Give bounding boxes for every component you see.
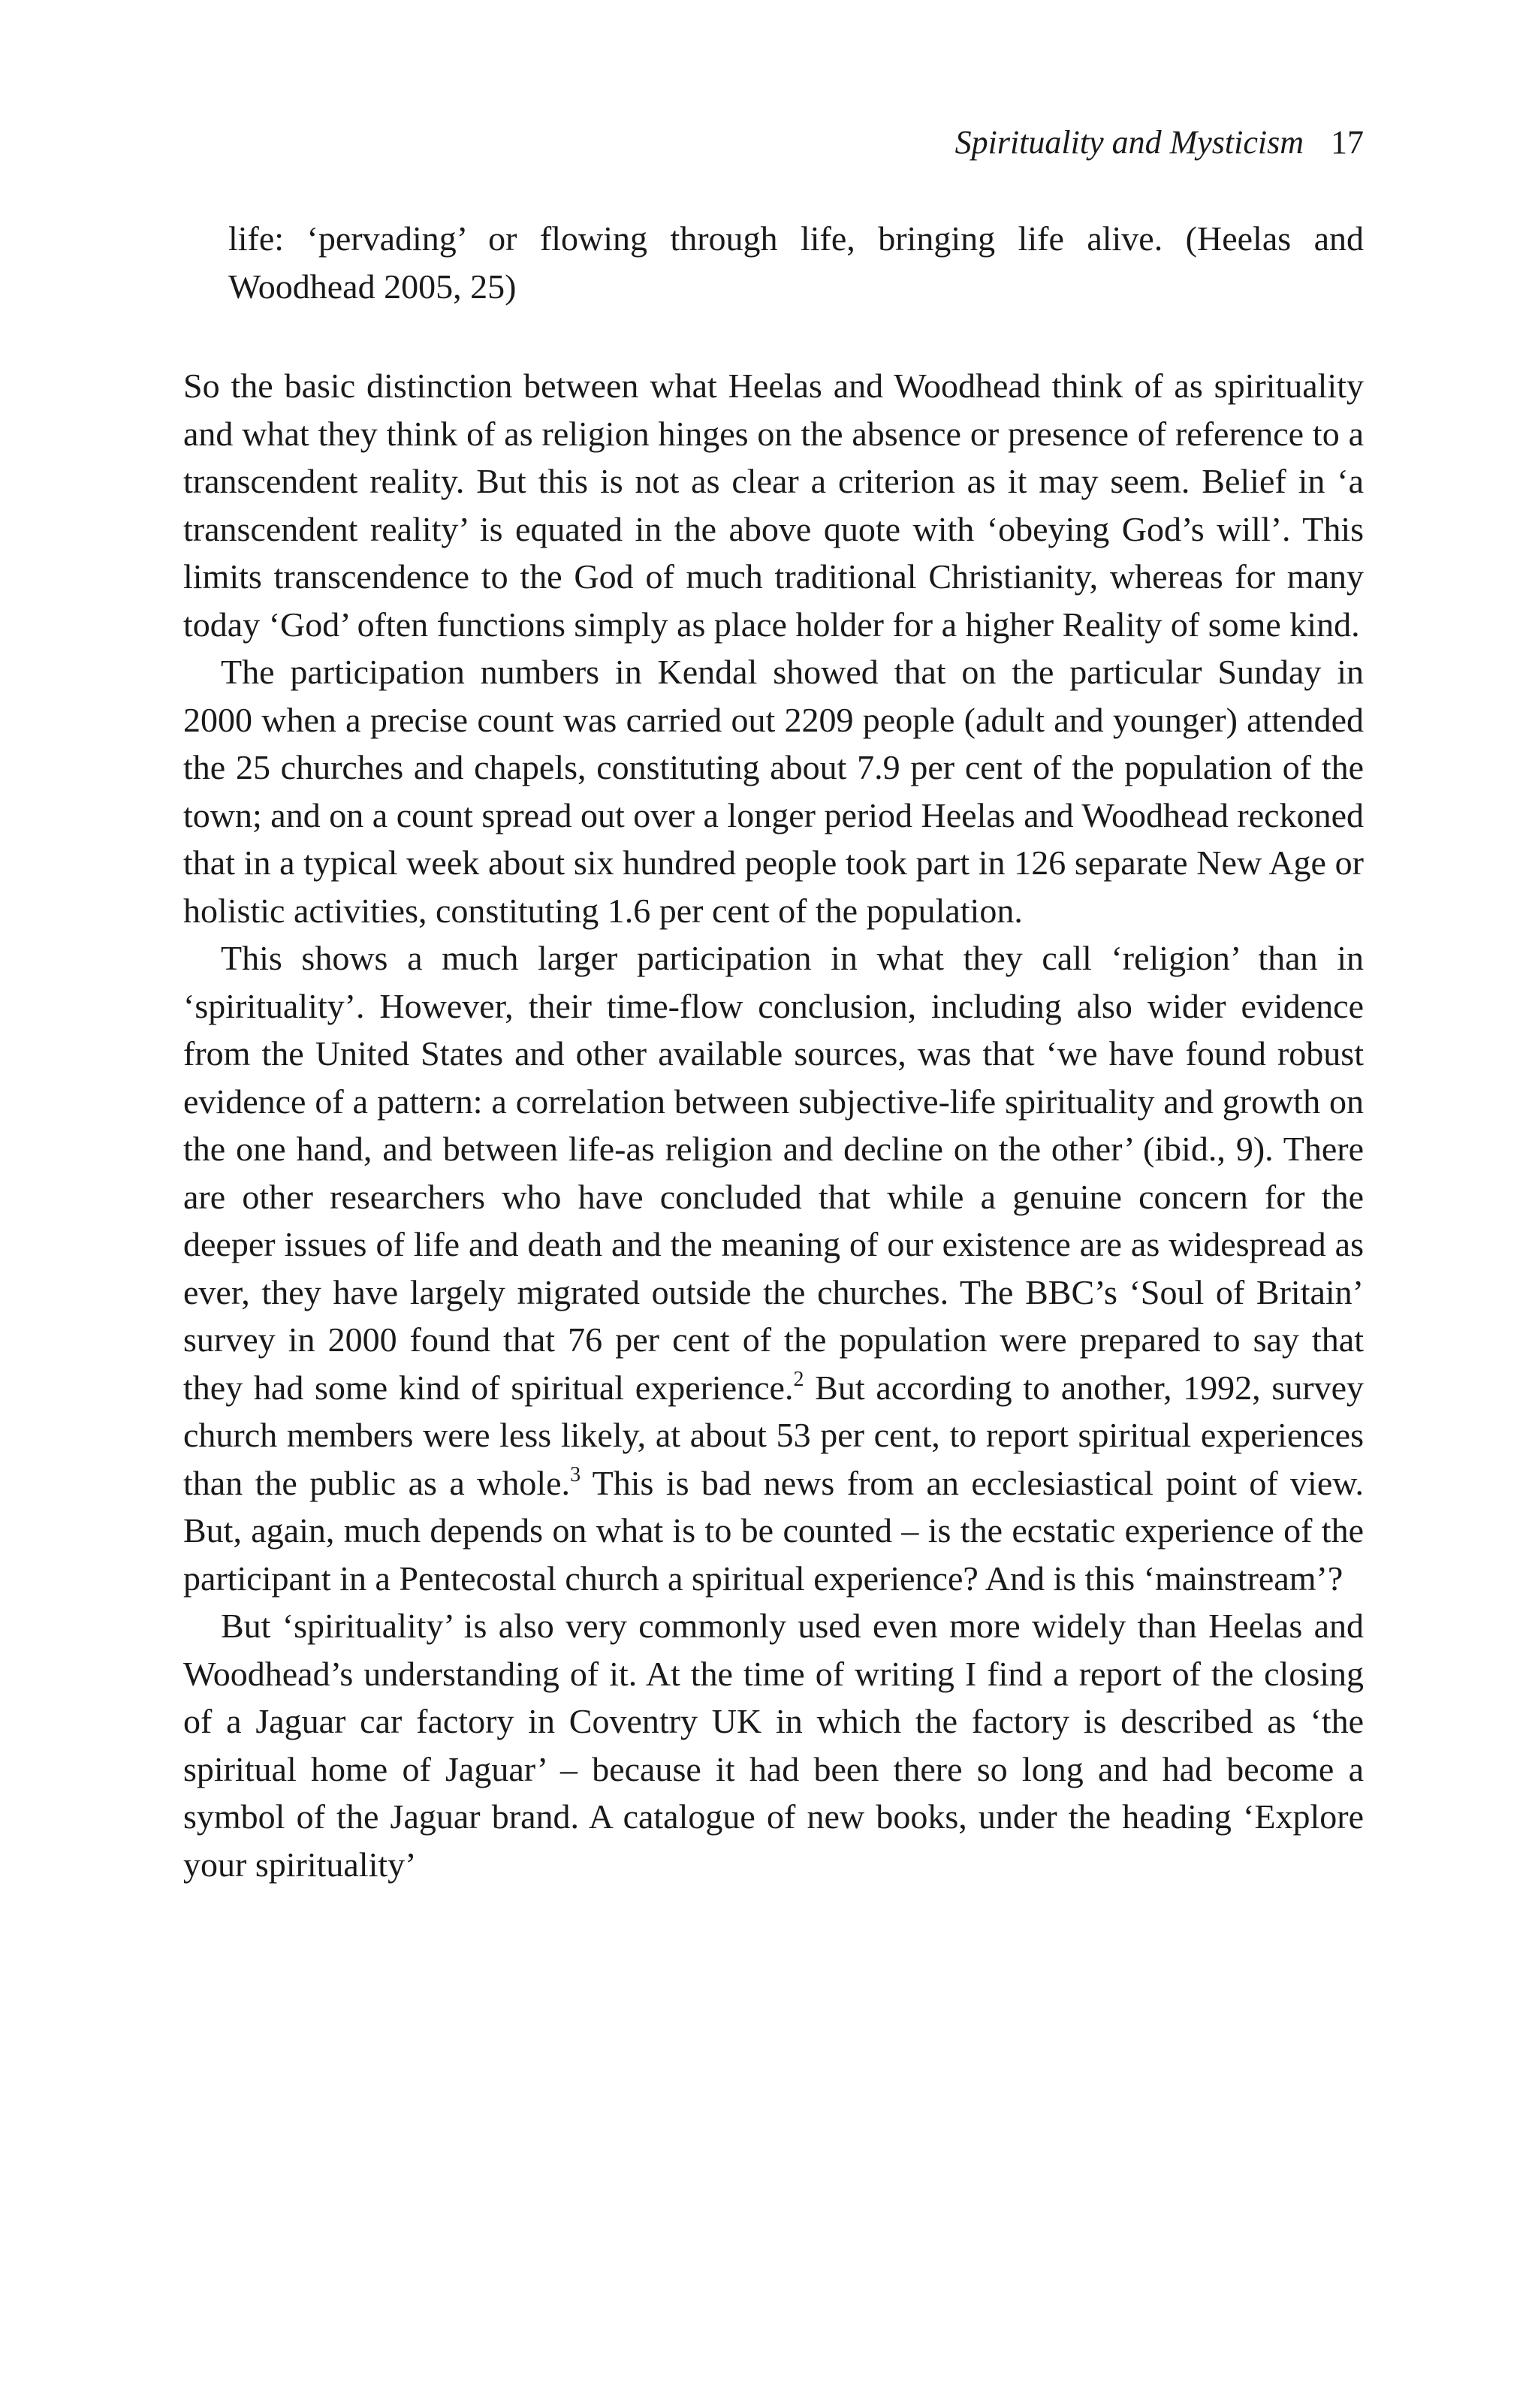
paragraph-2 xyxy=(183,648,1364,934)
paragraph-4-text: But ‘spirituality’ is also very commonly used even more widely than Heelas and Woodhead’s understanding of it. At the time of writing I find a report of the closing of a Jaguar car factory in Coventry UK in which the factory is described as ‘the spiritual home of Jaguar’ – because it had been there so long and had become a symbol of the Jaguar brand. A catalogue of new books, under the heading ‘Explore your spirituality’ xyxy=(183,1607,1364,1884)
running-head xyxy=(183,120,1364,165)
paragraph-1-text: So the basic distinction between what Heelas and Woodhead think of as spirituality and what they think of as religion hinges on the absence or presence of reference to a transcendent reality. But this is not as clear a criterion as it may seem. Belief in ‘a transcendent reality’ is equated in the above quote with ‘obeying God’s will’. This limits transcendence to the God of much traditional Christianity, whereas for many today ‘God’ often functions simply as place holder for a higher Reality of some kind. xyxy=(183,367,1364,644)
footnote-ref-2[interactable]: 2 xyxy=(793,1367,804,1391)
paragraph-3-text-a: This shows a much larger participation in what they call ‘religion’ than in ‘spirituality’. However, their time-flow conclusion, including also wider evidence from the United States and other available sources, was that ‘we have found robust evidence of a pattern: a correlation between subjective-life spirituality and growth on the one hand, and between life-as religion and decline on the other’ (ibid., 9). There are other researchers who have concluded that while a genuine concern for the deeper issues of life and death and the meaning of our existence are as widespread as ever, they have largely migrated outside the churches. The BBC’s ‘Soul of Britain’ survey in 2000 found that 76 per cent of the population were prepared to say that they had some kind of spiritual experience. xyxy=(183,939,1364,1407)
block-quote xyxy=(228,215,1364,310)
footnote-ref-3[interactable]: 3 xyxy=(570,1462,581,1486)
running-head-title: Spirituality and Mysticism xyxy=(954,124,1304,161)
paragraph-3 xyxy=(183,934,1364,1602)
paragraph-4 xyxy=(183,1602,1364,1888)
block-quote-text: life: ‘pervading’ or flowing through life, bringing life alive. (Heelas and Woodhead 2005, 25) xyxy=(228,219,1364,306)
paragraph-3-text-c: This is bad news from an ecclesiastical point of view. But, again, much depends on what is to be counted – is the ecstatic experience of the participant in a Pentecostal church a spiritual experience? And is this ‘mainstream’? xyxy=(183,1463,1364,1598)
paragraph-1 xyxy=(183,362,1364,648)
page-number: 17 xyxy=(1331,124,1364,161)
paragraph-3-text-b: But according to another, 1992, survey church members were less likely, at about 53 per cent, to report spiritual experiences than the public as a whole. xyxy=(183,1368,1364,1502)
paragraph-2-text: The participation numbers in Kendal showed that on the particular Sunday in 2000 when a precise count was carried out 2209 people (adult and younger) attended the 25 churches and chapels, constituting about 7.9 per cent of the population of the town; and on a count spread out over a longer period Heelas and Woodhead reckoned that in a typical week about six hundred people took part in 126 separate New Age or holistic activities, constituting 1.6 per cent of the population. xyxy=(183,653,1364,930)
body-text xyxy=(183,362,1364,1888)
